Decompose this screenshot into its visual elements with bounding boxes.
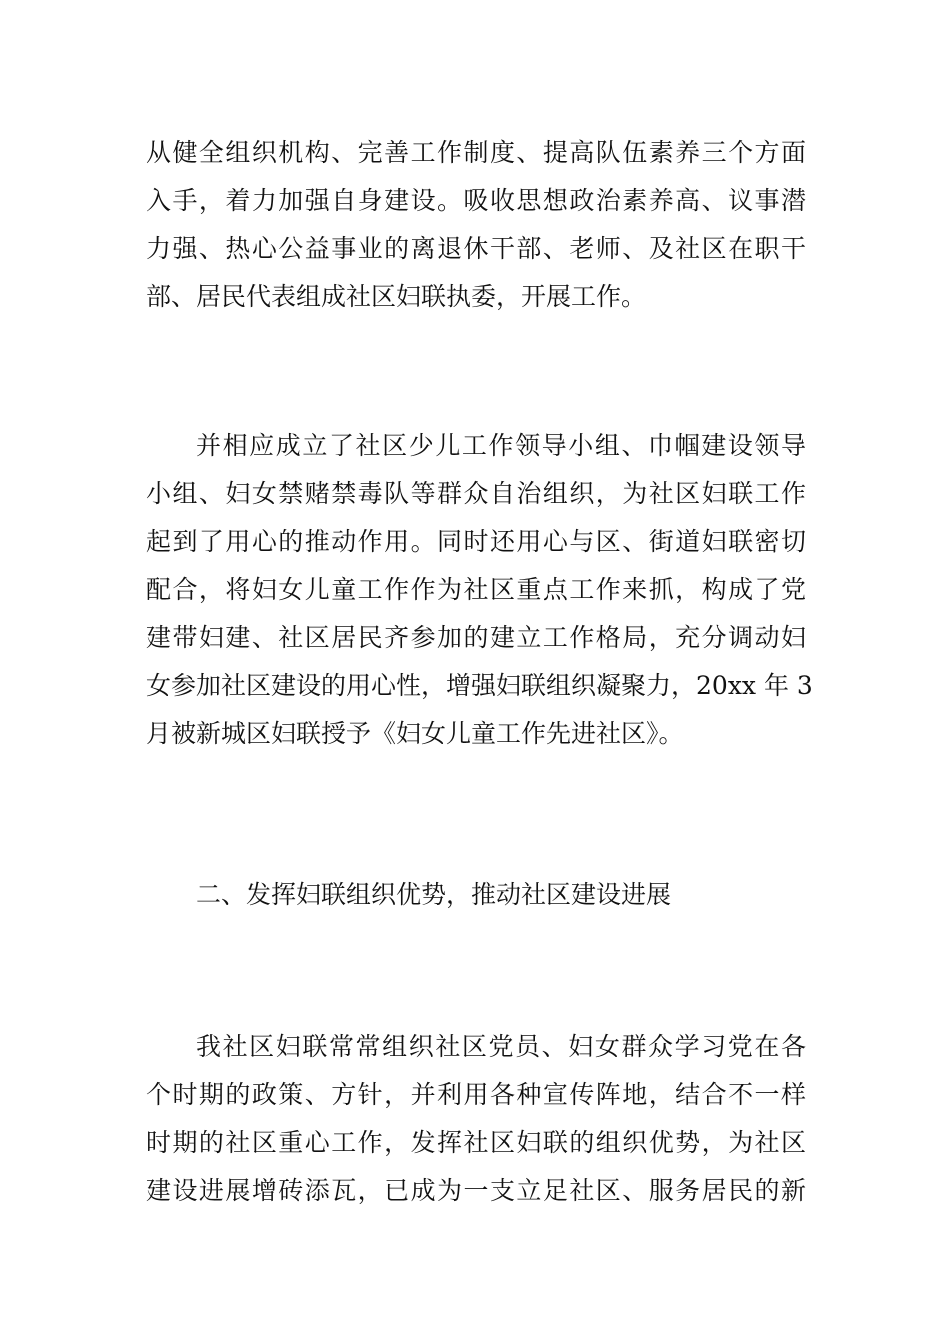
text-line: 配合，将妇女儿童工作作为社区重点工作来抓，构成了党 xyxy=(146,575,806,604)
text-line: 部、居民代表组成社区妇联执委，开展工作。 xyxy=(146,282,647,311)
text-line: 入手，着力加强自身建设。吸收思想政治素养高、议事潜 xyxy=(146,186,806,215)
text-line: 起到了用心的推动作用。同时还用心与区、街道妇联密切 xyxy=(146,527,806,556)
text-line: 时期的社区重心工作，发挥社区妇联的组织优势，为社区 xyxy=(146,1128,806,1157)
text-line: 力强、热心公益事业的离退休干部、老师、及社区在职干 xyxy=(146,234,806,263)
text-line: 个时期的政策、方针，并利用各种宣传阵地，结合不一样 xyxy=(146,1080,806,1109)
text-line: 从健全组织机构、完善工作制度、提高队伍素养三个方面 xyxy=(146,138,806,167)
text-line: 并相应成立了社区少儿工作领导小组、巾帼建设领导 xyxy=(196,431,806,460)
text-line: 建设进展增砖添瓦，已成为一支立足社区、服务居民的新 xyxy=(146,1176,806,1205)
text-line: 小组、妇女禁赌禁毒队等群众自治组织，为社区妇联工作 xyxy=(146,479,806,508)
text-line: 女参加社区建设的用心性，增强妇联组织凝聚力，20xx 年 3 xyxy=(146,671,813,700)
section-heading-text: 二、发挥妇联组织优势，推动社区建设进展 xyxy=(196,880,672,909)
text-line: 我社区妇联常常组织社区党员、妇女群众学习党在各 xyxy=(196,1032,806,1061)
text-line: 月被新城区妇联授予《妇女儿童工作先进社区》。 xyxy=(146,719,684,748)
text-line: 建带妇建、社区居民齐参加的建立工作格局，充分调动妇 xyxy=(146,623,806,652)
